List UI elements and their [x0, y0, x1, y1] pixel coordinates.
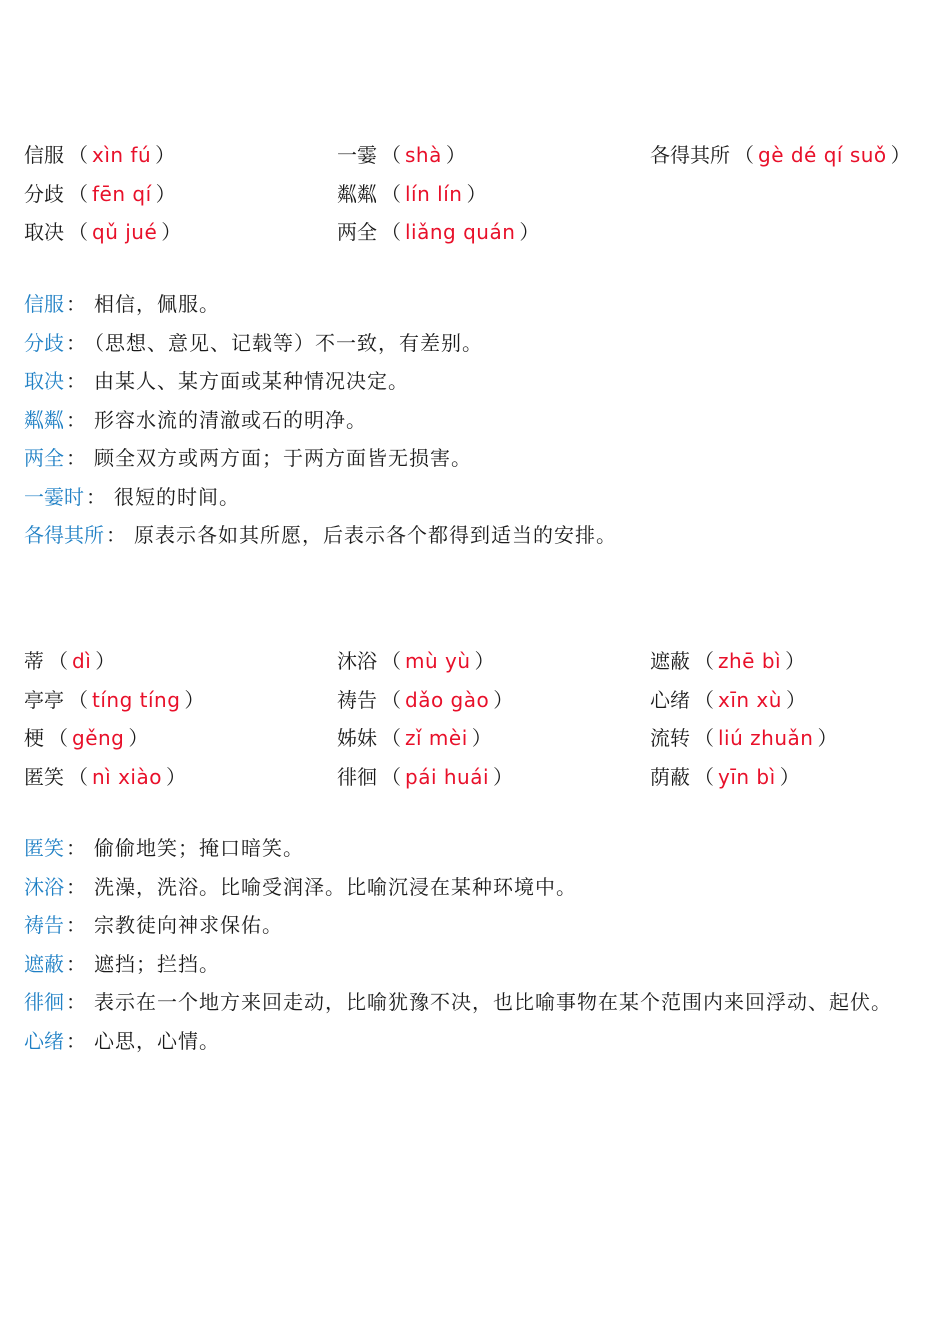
vocab-item	[24, 681, 337, 720]
definition-text: 顾全双方或两方面；于两方面皆无损害。	[94, 446, 472, 470]
definition-colon: ：	[66, 369, 86, 393]
definition-colon: ：	[66, 836, 86, 860]
vocab-word: 各得其所	[650, 143, 730, 167]
close-paren: ）	[155, 143, 176, 167]
close-paren: ）	[890, 143, 911, 167]
vocab-word: 匿笑	[24, 765, 64, 790]
close-paren: ）	[161, 220, 182, 245]
definition-text: 表示在一个地方来回走动，比喻犹豫不决，也比喻事物在某个范围内来回浮动、起伏。	[94, 990, 892, 1014]
definition-text: 遮挡；拦挡。	[94, 951, 220, 976]
vocab-pinyin: nì xiào	[92, 765, 162, 790]
definition-row	[24, 516, 934, 555]
open-paren: （	[48, 726, 68, 751]
vocab-word: 心绪	[650, 687, 690, 712]
vocab-item	[650, 136, 934, 175]
vocab-word: 流转	[650, 726, 690, 751]
close-paren: ）	[519, 220, 540, 245]
open-paren: （	[381, 143, 401, 167]
close-paren: ）	[817, 726, 838, 751]
definition-text: （思想、意见、记载等）不一致，有差别。	[94, 330, 483, 355]
vocab-pinyin: gè dé qí suǒ	[758, 143, 887, 167]
close-paren: ）	[785, 649, 806, 673]
vocab-item	[650, 681, 934, 720]
definition-colon: ：	[106, 523, 126, 547]
vocab-item	[650, 642, 934, 681]
close-paren: ）	[474, 649, 495, 673]
open-paren: （	[381, 765, 401, 790]
vocab-item	[337, 758, 650, 797]
vocab-word: 蒂	[24, 649, 44, 673]
definition-colon: ：	[66, 990, 86, 1014]
definition-row	[24, 906, 934, 945]
open-paren: （	[68, 687, 88, 712]
definition-colon: ：	[66, 913, 86, 937]
definition-term: 一霎时	[24, 484, 84, 509]
vocab-word: 取决	[24, 220, 64, 245]
open-paren: （	[381, 220, 401, 245]
definition-term: 祷告	[24, 913, 64, 937]
open-paren: （	[381, 726, 401, 751]
definition-term: 遮蔽	[24, 951, 64, 976]
vocab-word: 荫蔽	[650, 765, 690, 790]
definition-row	[24, 439, 934, 478]
vocab-item	[650, 758, 934, 797]
vocab-pinyin: qǔ jué	[92, 220, 158, 245]
vocab-pinyin: dì	[72, 649, 92, 673]
definition-term: 匿笑	[24, 836, 64, 860]
definition-row	[24, 324, 934, 363]
vocab-item	[24, 136, 337, 175]
vocab-word: 一霎	[337, 143, 377, 167]
vocab-pinyin: liǎng quán	[405, 220, 516, 245]
vocab-pinyin: dǎo gào	[405, 687, 490, 712]
definition-text: 形容水流的清澈或石的明净。	[94, 407, 367, 432]
vocab-word: 亭亭	[24, 687, 64, 712]
vocab-pinyin: gěng	[72, 726, 125, 751]
vocab-grid-group-2	[24, 642, 934, 797]
vocab-pinyin: lín lín	[405, 181, 463, 206]
vocab-pinyin: tíng tíng	[92, 687, 181, 712]
vocab-pinyin: xīn xù	[718, 687, 782, 712]
definition-term: 取决	[24, 369, 64, 393]
vocab-item	[650, 213, 934, 252]
definition-term: 两全	[24, 446, 64, 470]
close-paren: ）	[155, 181, 176, 206]
close-paren: ）	[445, 143, 466, 167]
open-paren: （	[381, 687, 401, 712]
vocab-pinyin: fēn qí	[92, 181, 152, 206]
definition-row	[24, 401, 934, 440]
open-paren: （	[68, 765, 88, 790]
vocab-word: 姊妹	[337, 726, 377, 751]
close-paren: ）	[165, 765, 186, 790]
vocab-pinyin: liú zhuǎn	[718, 726, 814, 751]
vocab-pinyin: mù yù	[405, 649, 471, 673]
open-paren: （	[734, 143, 754, 167]
open-paren: （	[694, 726, 714, 751]
definition-row	[24, 983, 934, 1022]
definition-row	[24, 945, 934, 984]
open-paren: （	[694, 687, 714, 712]
open-paren: （	[694, 649, 714, 673]
vocab-word: 两全	[337, 220, 377, 245]
close-paren: ）	[128, 726, 149, 751]
vocab-item	[24, 213, 337, 252]
definition-term: 沐浴	[24, 874, 64, 899]
definition-text: 很短的时间。	[114, 484, 240, 509]
open-paren: （	[694, 765, 714, 790]
definition-row	[24, 829, 934, 868]
definition-colon: ：	[66, 1028, 86, 1053]
close-paren: ）	[493, 687, 514, 712]
definition-text: 相信，佩服。	[94, 292, 220, 316]
definition-colon: ：	[66, 330, 86, 355]
definition-text: 洗澡，洗浴。比喻受润泽。比喻沉浸在某种环境中。	[94, 874, 577, 899]
definition-row	[24, 362, 934, 401]
vocab-item	[337, 642, 650, 681]
close-paren: ）	[184, 687, 205, 712]
definitions-group-1	[24, 285, 934, 555]
definition-text: 宗教徒向神求保佑。	[94, 913, 283, 937]
vocab-item	[24, 719, 337, 758]
vocab-item	[650, 719, 934, 758]
definition-term: 信服	[24, 292, 64, 316]
vocab-pinyin: xìn fú	[92, 143, 152, 167]
vocab-word: 沐浴	[337, 649, 377, 673]
vocab-word: 遮蔽	[650, 649, 690, 673]
definition-term: 分歧	[24, 330, 64, 355]
close-paren: ）	[466, 181, 487, 206]
vocab-item	[337, 681, 650, 720]
definition-row	[24, 285, 934, 324]
definition-term: 粼粼	[24, 407, 64, 432]
vocab-item	[24, 642, 337, 681]
vocab-item	[337, 719, 650, 758]
vocab-grid-group-1	[24, 136, 934, 252]
close-paren: ）	[493, 765, 514, 790]
vocab-item	[24, 175, 337, 214]
definition-text: 偷偷地笑；掩口暗笑。	[94, 836, 304, 860]
definition-row	[24, 478, 934, 517]
close-paren: ）	[471, 726, 492, 751]
close-paren: ）	[785, 687, 806, 712]
vocab-pinyin: zhē bì	[718, 649, 782, 673]
vocab-word: 祷告	[337, 687, 377, 712]
open-paren: （	[68, 143, 88, 167]
open-paren: （	[68, 220, 88, 245]
close-paren: ）	[95, 649, 116, 673]
vocab-word: 信服	[24, 143, 64, 167]
open-paren: （	[48, 649, 68, 673]
vocab-item	[337, 175, 650, 214]
vocab-item	[24, 758, 337, 797]
open-paren: （	[68, 181, 88, 206]
definition-colon: ：	[66, 951, 86, 976]
definitions-group-2	[24, 829, 934, 1060]
vocab-pinyin: zǐ mèi	[405, 726, 468, 751]
close-paren: ）	[779, 765, 800, 790]
vocab-item	[650, 175, 934, 214]
definition-row	[24, 1022, 934, 1061]
definition-colon: ：	[66, 446, 86, 470]
vocab-word: 粼粼	[337, 181, 377, 206]
definition-term: 心绪	[24, 1028, 64, 1053]
vocab-item	[337, 213, 650, 252]
vocab-word: 分歧	[24, 181, 64, 206]
vocab-word: 徘徊	[337, 765, 377, 790]
definition-colon: ：	[66, 292, 86, 316]
definition-colon: ：	[66, 407, 86, 432]
definition-text: 心思，心情。	[94, 1028, 220, 1053]
vocab-pinyin: yīn bì	[718, 765, 776, 790]
definition-text: 由某人、某方面或某种情况决定。	[94, 369, 409, 393]
vocab-pinyin: shà	[405, 143, 442, 167]
vocab-pinyin: pái huái	[405, 765, 490, 790]
open-paren: （	[381, 649, 401, 673]
open-paren: （	[381, 181, 401, 206]
definition-text: 原表示各如其所愿，后表示各个都得到适当的安排。	[134, 523, 617, 547]
vocab-word: 梗	[24, 726, 44, 751]
definition-term: 徘徊	[24, 990, 64, 1014]
definition-term: 各得其所	[24, 523, 104, 547]
definition-row	[24, 868, 934, 907]
definition-colon: ：	[66, 874, 86, 899]
definition-colon: ：	[86, 484, 106, 509]
vocab-item	[337, 136, 650, 175]
